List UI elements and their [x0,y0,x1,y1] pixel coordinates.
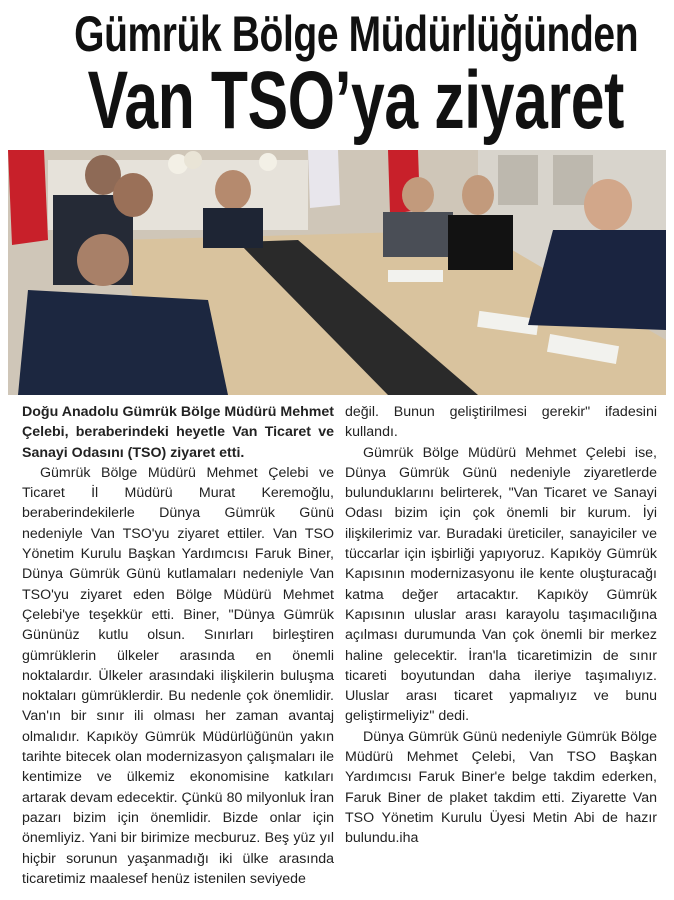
headline-line-1: Gümrük Bölge Müdürlüğünden [74,6,639,62]
article-lead: Doğu Anadolu Gümrük Bölge Müdürü Mehmet Çelebi, beraberindeki heyetle Van Ticaret ve Sanayi Odasını (TSO) ziyaret etti. [22,404,334,461]
article-column-right [345,402,657,849]
article-paragraph-1: Gümrük Bölge Müdürü Mehmet Çelebi ve Ticaret İl Müdürü Murat Keremoğlu, beraberindekilerle Dünya Gümrük Günü nedeniyle Van TSO'yu ziyaret ettiler. Van TSO Yönetim Kurulu Başkan Yardımcısı Faruk Biner, Dünya Gümrük Günü kutlamaları nedeniyle Van TSO'yu ziyaret eden Bölge Müdürü Mehmet Çelebi'ye teşekkür etti. Biner, "Dünya Gümrük Gününüz kutlu olsun. Sınırları birleştiren gümrüklerin ülkeler arasında en önemli noktalardır. Ülkeler arasındaki ilişkilerin buluşma noktaları gümrüklerdir. Bu nedenle çok önemlidir. Van'ın bir sınır ili olması her zaman avantaj olmalıdır. Kapıköy Gümrük Müdürlüğünün yakın tarihte bitecek olan modernizasyon çalışmaları ile kentimize ve ülkemiz ekonomisine katkıları artarak devam edecektir. Çünkü 80 milyonluk İran pazarı bizim için önemlidir. Bizde onlar için önemliyiz. Yani bir birimize mecburuz. Beş yüz yıl hiçbir sorunun yaşanmadığı iki ülke arasında ticaretimiz maalesef henüz istenilen seviyede [22,464,334,887]
article-paragraph-1-continued: değil. Bunun geliştirilmesi gerekir" ifadesini kullandı. [345,404,657,441]
article-paragraph-3: Dünya Gümrük Günü nedeniyle Gümrük Bölge Müdürü Mehmet Çelebi, Van TSO Başkan Yardımcısı Faruk Biner'e belge takdim ederken, Faruk Biner de plaket takdim etti. Ziyarette Van TSO Yönetim Kurulu Üyesi Metin Abi de hazır bulundu.iha [345,728,657,847]
article-paragraph-2: Gümrük Bölge Müdürü Mehmet Çelebi ise, Dünya Gümrük Günü nedeniyle ziyaretlerde bulunduklarını belirterek, "Van Ticaret ve Sanayi Odası bizim için çok önemli bir kurum. İyi ilişkilerimiz var. Buradaki üreticiler, sanayiciler ve tüccarlar için işbirliği yapıyoruz. Kapıköy Gümrük Kapısının modernizasyonu ile kente oluşturacağı katma değer artacaktır. Kapıköy Gümrük Kapısının uluslar arası karayolu taşımacılığına açılması durumunda Van çok önemli bir merkez haline gelecektir. İran'la ticaretimizin de sınır ticareti boyutundan daha ileriye taşımalıyız. Uluslar arası ticaret yapmalıyız ve bunu geliştirmeliyiz" dedi. [345,444,657,725]
article-column-left [22,402,334,889]
headline-line-2: Van TSO’ya ziyaret [87,55,624,146]
meeting-photo [8,150,666,395]
meeting-photo-illustration [8,150,666,395]
